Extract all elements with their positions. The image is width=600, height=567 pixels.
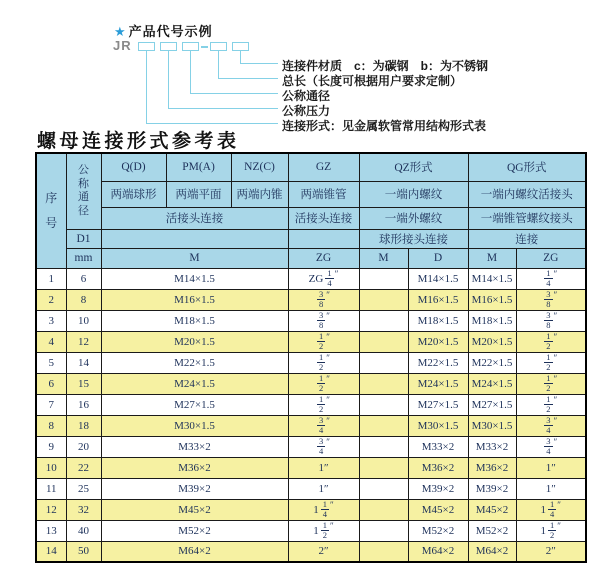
- cell-qg-m: M14×1.5: [468, 268, 516, 289]
- table-row: [36, 310, 586, 331]
- cell-qz-m: [359, 268, 408, 289]
- header-qg-connection: 连接: [468, 229, 586, 248]
- cell-qg-m: M45×2: [468, 499, 516, 520]
- code-box-1: [138, 42, 155, 51]
- header-qz-m-label: M: [359, 248, 408, 268]
- header-col-q: Q(D): [101, 153, 166, 181]
- cell-qg-zg: $\frac{3}{4}$ ″: [516, 436, 586, 457]
- header-m-label: M: [101, 248, 288, 268]
- cell-mm: 50: [66, 541, 101, 562]
- header-empty-m: [101, 229, 288, 248]
- nut-connection-table: [35, 152, 587, 563]
- cell-mm: 18: [66, 415, 101, 436]
- cell-m-thread: M30×1.5: [101, 415, 288, 436]
- header-qg-desc2: 一端锥管螺纹接头: [468, 207, 586, 229]
- cell-qg-zg: 1 $\frac{1}{4}$ ″: [516, 499, 586, 520]
- cell-seq: 13: [36, 520, 66, 541]
- cell-qg-m: M33×2: [468, 436, 516, 457]
- label-nominal-pressure: 公称压力: [282, 104, 331, 118]
- cell-qz-m: [359, 415, 408, 436]
- cell-qg-m: M24×1.5: [468, 373, 516, 394]
- cell-qg-m: M18×1.5: [468, 310, 516, 331]
- cell-gz-zg: 2″: [288, 541, 359, 562]
- cell-gz-zg: $\frac{1}{2}$ ″: [288, 394, 359, 415]
- cell-seq: 11: [36, 478, 66, 499]
- cell-m-thread: M20×1.5: [101, 331, 288, 352]
- cell-m-thread: M16×1.5: [101, 289, 288, 310]
- cell-qz-m: [359, 394, 408, 415]
- cell-seq: 12: [36, 499, 66, 520]
- cell-qg-zg: $\frac{1}{2}$ ″: [516, 352, 586, 373]
- cell-m-thread: M39×2: [101, 478, 288, 499]
- cell-qg-m: M22×1.5: [468, 352, 516, 373]
- table-row: [36, 520, 586, 541]
- code-box-3: [182, 42, 199, 51]
- cell-seq: 5: [36, 352, 66, 373]
- header-pm-desc: 两端平面: [166, 181, 231, 207]
- label-total-length: 总长（长度可根据用户要求定制）: [282, 74, 463, 88]
- connector-line: [240, 51, 241, 63]
- cell-qz-m: [359, 520, 408, 541]
- cell-m-thread: M27×1.5: [101, 394, 288, 415]
- connector-line: [146, 123, 278, 124]
- header-qz-desc1: 一端内螺纹: [359, 181, 468, 207]
- cell-m-thread: M22×1.5: [101, 352, 288, 373]
- header-gz-desc: 两端锥管: [288, 181, 359, 207]
- connector-line: [168, 108, 278, 109]
- connector-line: [146, 51, 147, 123]
- cell-qg-zg: $\frac{1}{2}$ ″: [516, 331, 586, 352]
- cell-gz-zg: 1″: [288, 457, 359, 478]
- cell-qz-m: [359, 331, 408, 352]
- header-m-connection: 活接头连接: [101, 207, 288, 229]
- label-connector-material: 连接件材质 c：为碳钢 b：为不锈钢: [282, 59, 489, 73]
- cell-mm: 25: [66, 478, 101, 499]
- cell-qz-m: [359, 289, 408, 310]
- table-header: [36, 153, 586, 268]
- label-connection-form: 连接形式：见金属软管常用结构形式表: [282, 119, 487, 133]
- cell-mm: 40: [66, 520, 101, 541]
- cell-mm: 10: [66, 310, 101, 331]
- cell-qz-d: M33×2: [408, 436, 468, 457]
- cell-qg-zg: $\frac{1}{4}$ ″: [516, 268, 586, 289]
- header-qg-zg-label: ZG: [516, 248, 586, 268]
- cell-qg-m: M27×1.5: [468, 394, 516, 415]
- cell-qz-m: [359, 541, 408, 562]
- cell-qg-zg: $\frac{3}{8}$ ″: [516, 289, 586, 310]
- connector-line: [240, 63, 278, 64]
- cell-qz-d: M64×2: [408, 541, 468, 562]
- cell-qz-d: M27×1.5: [408, 394, 468, 415]
- table-body: [36, 268, 586, 562]
- cell-gz-zg: 1″: [288, 478, 359, 499]
- header-d1: D1: [66, 229, 101, 248]
- code-box-2: [160, 42, 177, 51]
- connector-line: [218, 51, 219, 78]
- header-mm: mm: [66, 248, 101, 268]
- cell-gz-zg: $\frac{3}{4}$ ″: [288, 415, 359, 436]
- cell-qg-m: M64×2: [468, 541, 516, 562]
- cell-gz-zg: 1 $\frac{1}{2}$ ″: [288, 520, 359, 541]
- cell-qz-d: M39×2: [408, 478, 468, 499]
- cell-mm: 15: [66, 373, 101, 394]
- cell-seq: 10: [36, 457, 66, 478]
- cell-gz-zg: $\frac{3}{8}$ ″: [288, 310, 359, 331]
- header-col-gz: GZ: [288, 153, 359, 181]
- table-title: 螺母连接形式参考表: [37, 131, 240, 152]
- cell-qg-m: M16×1.5: [468, 289, 516, 310]
- cell-qg-zg: $\frac{1}{2}$ ″: [516, 373, 586, 394]
- cell-seq: 3: [36, 310, 66, 331]
- cell-m-thread: M36×2: [101, 457, 288, 478]
- cell-gz-zg: ZG $\frac{1}{4}$ ″: [288, 268, 359, 289]
- cell-qz-m: [359, 436, 408, 457]
- table-row: [36, 457, 586, 478]
- header-qz-desc2: 一端外螺纹: [359, 207, 468, 229]
- header-zg-label: ZG: [288, 248, 359, 268]
- cell-qz-m: [359, 499, 408, 520]
- cell-qz-d: M20×1.5: [408, 331, 468, 352]
- cell-qg-zg: 1″: [516, 478, 586, 499]
- table-row: [36, 478, 586, 499]
- cell-seq: 4: [36, 331, 66, 352]
- cell-gz-zg: $\frac{1}{2}$ ″: [288, 331, 359, 352]
- cell-gz-zg: $\frac{1}{2}$ ″: [288, 352, 359, 373]
- header-qg-m-label: M: [468, 248, 516, 268]
- cell-mm: 6: [66, 268, 101, 289]
- diagram-title-text: 产品代号示例: [128, 24, 213, 39]
- header-empty-gz: [288, 229, 359, 248]
- cell-m-thread: M33×2: [101, 436, 288, 457]
- table-row: [36, 373, 586, 394]
- cell-qz-m: [359, 373, 408, 394]
- cell-qg-m: M52×2: [468, 520, 516, 541]
- cell-qz-m: [359, 478, 408, 499]
- connector-line: [190, 93, 278, 94]
- cell-qg-m: M30×1.5: [468, 415, 516, 436]
- code-box-5: [232, 42, 249, 51]
- table-row: [36, 541, 586, 562]
- header-seq: 序号: [36, 153, 66, 268]
- cell-mm: 8: [66, 289, 101, 310]
- cell-gz-zg: $\frac{3}{4}$ ″: [288, 436, 359, 457]
- header-col-nz: NZ(C): [231, 153, 288, 181]
- table-row: [36, 415, 586, 436]
- cell-qz-m: [359, 352, 408, 373]
- table-row: [36, 394, 586, 415]
- cell-qg-m: M39×2: [468, 478, 516, 499]
- cell-qg-zg: $\frac{1}{2}$ ″: [516, 394, 586, 415]
- table-row: [36, 352, 586, 373]
- cell-qg-zg: 1 $\frac{1}{2}$ ″: [516, 520, 586, 541]
- cell-qg-zg: $\frac{3}{4}$ ″: [516, 415, 586, 436]
- cell-mm: 16: [66, 394, 101, 415]
- connector-line: [190, 51, 191, 93]
- table-row: [36, 331, 586, 352]
- cell-mm: 12: [66, 331, 101, 352]
- cell-qg-m: M20×1.5: [468, 331, 516, 352]
- cell-mm: 14: [66, 352, 101, 373]
- cell-mm: 22: [66, 457, 101, 478]
- cell-gz-zg: $\frac{1}{2}$ ″: [288, 373, 359, 394]
- table-row: [36, 268, 586, 289]
- cell-m-thread: M52×2: [101, 520, 288, 541]
- cell-qz-d: M22×1.5: [408, 352, 468, 373]
- cell-seq: 14: [36, 541, 66, 562]
- connector-line: [168, 51, 169, 108]
- header-qz-d-label: D: [408, 248, 468, 268]
- code-box-4: [210, 42, 227, 51]
- cell-qg-zg: 2″: [516, 541, 586, 562]
- cell-qz-d: M18×1.5: [408, 310, 468, 331]
- header-nz-desc: 两端内锥: [231, 181, 288, 207]
- cell-mm: 20: [66, 436, 101, 457]
- cell-m-thread: M45×2: [101, 499, 288, 520]
- product-code-diagram: [0, 0, 600, 133]
- table-row: [36, 436, 586, 457]
- cell-qz-d: M36×2: [408, 457, 468, 478]
- cell-m-thread: M64×2: [101, 541, 288, 562]
- header-col-qz: QZ形式: [359, 153, 468, 181]
- connector-line: [218, 78, 278, 79]
- cell-gz-zg: 1 $\frac{1}{4}$ ″: [288, 499, 359, 520]
- cell-qz-m: [359, 310, 408, 331]
- cell-m-thread: M24×1.5: [101, 373, 288, 394]
- header-qg-desc1: 一端内螺纹活接头: [468, 181, 586, 207]
- cell-qg-zg: $\frac{3}{8}$ ″: [516, 310, 586, 331]
- code-dash: [201, 46, 208, 48]
- cell-qz-d: M45×2: [408, 499, 468, 520]
- header-q-desc: 两端球形: [101, 181, 166, 207]
- cell-m-thread: M14×1.5: [101, 268, 288, 289]
- code-prefix: JR: [113, 38, 132, 53]
- header-col-qg: QG形式: [468, 153, 586, 181]
- cell-qz-d: M52×2: [408, 520, 468, 541]
- cell-m-thread: M18×1.5: [101, 310, 288, 331]
- cell-seq: 6: [36, 373, 66, 394]
- cell-seq: 9: [36, 436, 66, 457]
- header-gz-connection: 活接头连接: [288, 207, 359, 229]
- table-row: [36, 499, 586, 520]
- cell-qg-zg: 1″: [516, 457, 586, 478]
- cell-seq: 7: [36, 394, 66, 415]
- cell-qz-m: [359, 457, 408, 478]
- cell-qz-d: M16×1.5: [408, 289, 468, 310]
- label-nominal-diameter: 公称通径: [282, 89, 331, 103]
- star-icon: ★: [114, 24, 127, 39]
- cell-qz-d: M24×1.5: [408, 373, 468, 394]
- cell-qz-d: M14×1.5: [408, 268, 468, 289]
- cell-qz-d: M30×1.5: [408, 415, 468, 436]
- header-nominal-diameter: 公称通径: [66, 153, 101, 229]
- cell-mm: 32: [66, 499, 101, 520]
- table-row: [36, 289, 586, 310]
- header-col-pm: PM(A): [166, 153, 231, 181]
- cell-seq: 2: [36, 289, 66, 310]
- cell-seq: 8: [36, 415, 66, 436]
- cell-gz-zg: $\frac{3}{8}$ ″: [288, 289, 359, 310]
- header-qz-connection: 球形接头连接: [359, 229, 468, 248]
- cell-qg-m: M36×2: [468, 457, 516, 478]
- cell-seq: 1: [36, 268, 66, 289]
